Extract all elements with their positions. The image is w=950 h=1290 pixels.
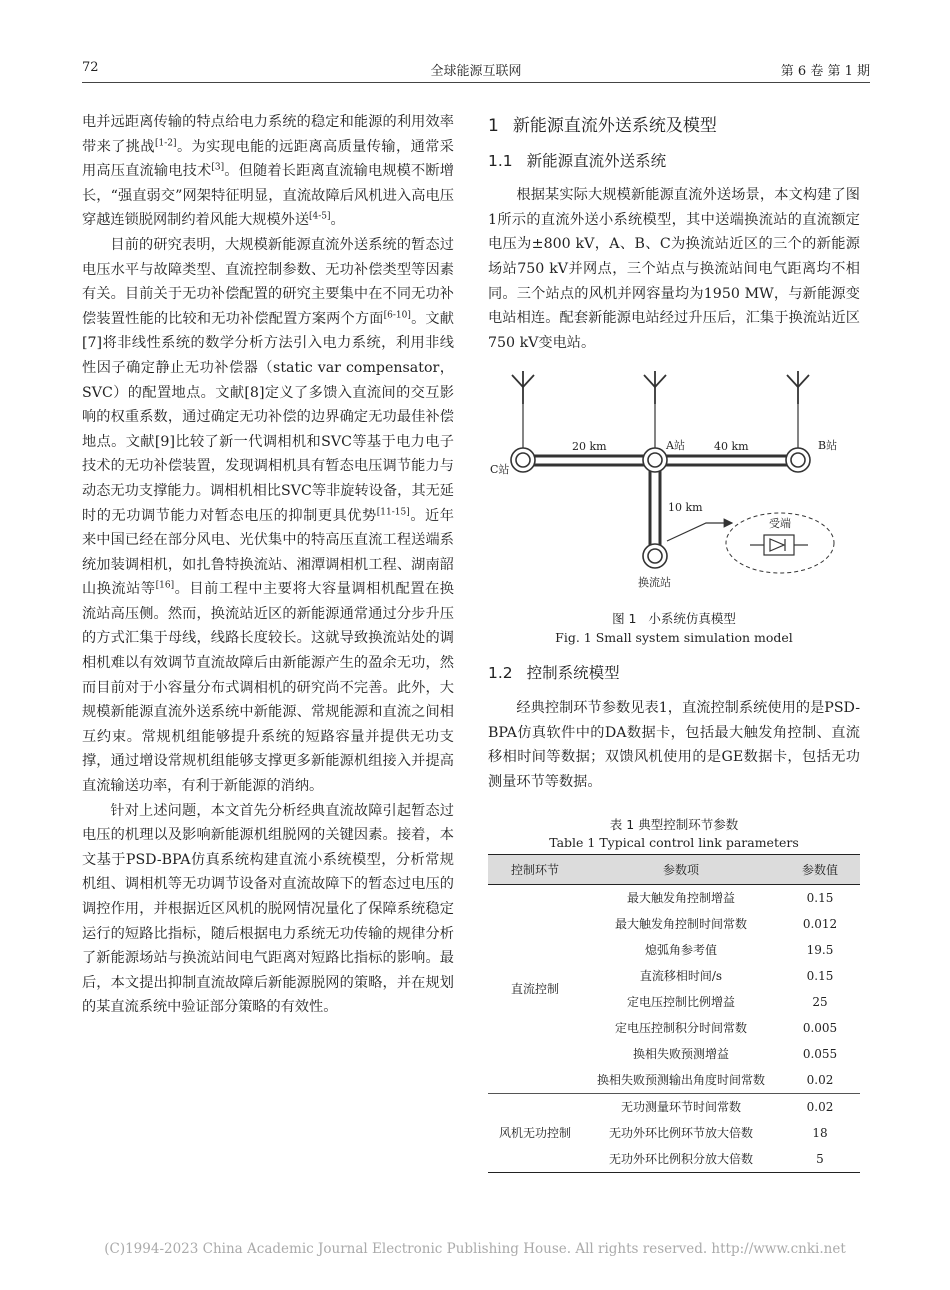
section-1-1-heading: 1.1 新能源直流外送系统 bbox=[488, 151, 667, 170]
table-row: 换相失败预测增益 0.055 bbox=[632, 1047, 838, 1062]
table-row: 无功外环比例环节放大倍数 18 bbox=[608, 1126, 828, 1141]
table-row: 直流控制 最大触发角控制增益 0.15 bbox=[488, 885, 860, 912]
right-column bbox=[488, 110, 860, 1173]
section-1-2-heading: 1.2 控制系统模型 bbox=[488, 664, 620, 683]
table-header-param: 参数项 bbox=[582, 855, 780, 885]
table-row: 熄弧角参考值 19.5 bbox=[644, 943, 834, 958]
table-group-dc-control: 直流控制 bbox=[510, 982, 559, 997]
table-1 bbox=[488, 854, 860, 1173]
section-1-2-paragraph: 经典控制环节参数见表1，直流控制系统使用的是PSD-BPA仿真软件中的DA数据卡，包括最大触发角控制、直流移相时间等数据；双馈风机使用的是GE数据卡，包括无功测量环节等数据。 bbox=[488, 699, 860, 790]
table-row: 定电压控制积分时间常数 0.005 bbox=[614, 1021, 838, 1036]
wind-turbine-icon bbox=[512, 371, 534, 404]
section-1-heading: 1 新能源直流外送系统及模型 bbox=[488, 116, 717, 136]
system-diagram bbox=[488, 369, 860, 609]
wind-turbine-icon bbox=[787, 371, 809, 404]
left-column bbox=[82, 110, 454, 1020]
figure-1-caption-cn: 图 1 小系统仿真模型 bbox=[612, 611, 736, 627]
converter-box bbox=[764, 535, 794, 555]
label-a-station: A站 bbox=[666, 439, 685, 453]
table-1-caption-cn: 表 1 典型控制环节参数 bbox=[609, 817, 739, 833]
table-row: 换相失败预测输出角度时间常数 0.02 bbox=[596, 1073, 834, 1088]
table-row: 直流移相时间/s 0.15 bbox=[639, 969, 834, 984]
label-distance-ca: 20 km bbox=[572, 440, 607, 454]
volume-issue: 第 6 卷 第 1 期 bbox=[780, 64, 870, 79]
journal-title: 全球能源互联网 bbox=[430, 64, 522, 79]
section-1-1-paragraph: 根据某实际大规模新能源直流外送场景，本文构建了图1所示的直流外送小系统模型，其中送端换流站的直流额定电压为±800 kV，A、B、C为换流站近区的三个的新能源场站750 kV并网点，三个站点与换流站间电气距离均不相同。三个站点的风机并网容量均为1950 MW，与新能源变电站相连。配套新能源电站经过升压后，汇集于换流站近区750 kV变电站。 bbox=[488, 187, 860, 351]
table-header-value: 参数值 bbox=[780, 855, 860, 885]
table-1-caption-en: Table 1 Typical control link parameters bbox=[549, 835, 799, 851]
paragraph-3: 针对上述问题，本文首先分析经典直流故障引起暂态过电压的机理以及影响新能源机组脱网的关键因素。接着，本文基于PSD-BPA仿真系统构建直流小系统模型，分析常规机组、调相机等无功调节设备对直流故障下的暂态过电压的调控作用，并根据近区风机的脱网情况量化了保障系统稳定运行的短路比指标，随后根据电力系统无功传输的规律分析了新能源场站与换流站间电气距离对短路比指标的影响。最后，本文提出抑制直流故障后新能源脱网的策略，并在规划的某直流系统中验证部分策略的有效性。 bbox=[82, 802, 454, 1016]
station-a-icon bbox=[643, 448, 667, 472]
table-header-control: 控制环节 bbox=[488, 855, 582, 885]
table-row: 定电压控制比例增益 25 bbox=[626, 995, 828, 1010]
label-b-station: B站 bbox=[818, 439, 838, 453]
label-receiving-end: 受端 bbox=[769, 517, 791, 531]
figure-1 bbox=[488, 369, 860, 609]
table-row: 风机无功控制 无功测量环节时间常数 0.02 bbox=[488, 1094, 860, 1121]
paragraph-1: 电并远距离传输的特点给电力系统的稳定和能源的利用效率带来了挑战[1-2]。为实现电能的远距离高质量传输，通常采用高压直流输电技术[3]。但随着长距离直流输电规模不断增长，“强直弱交”网架特征明显，直流故障后风机进入高电压穿越连锁脱网制约着风能大规模外送[4-5]。 bbox=[82, 114, 454, 229]
paragraph-2: 目前的研究表明，大规模新能源直流外送系统的暂态过电压水平与故障类型、直流控制参数、无功补偿类型等因素有关。目前关于无功补偿配置的研究主要集中在不同无功补偿装置性能的比较和无功补偿配置方案两个方面[6-10]。文献[7]将非线性系统的数学分析方法引入电力系统，利用非线性因子确定静止无功补偿器（static var compensator，SVC）的配置地点。文献[8]定义了多馈入直流间的交互影响的权重系数，通过确定无功补偿的边界确定无功最佳补偿地点。文献[9]比较了新一代调相机和SVC等基于电力电子技术的无功补偿装置，发现调相机具有暂态电压调节能力与动态无功支撑能力。调相机相比SVC等非旋转设备，其无延时的无功调节能力对暂态电压的抑制更具优势[11-15]。近年来中国已经在部分风电、光伏集中的特高压直流工程送端系统加装调相机，如扎鲁特换流站、湘潭调相机工程、湖南韶山换流站等[16]。目前工程中主要将大容量调相机配置在换流站高压侧。然而，换流站近区的新能源通常通过分步升压的方式汇集于母线，线路长度较长。这就导致换流站处的调相机难以有效调节直流故障后由新能源产生的盈余无功，然而目前对于小容量分布式调相机的研究尚不完善。此外，大规模新能源直流外送系统中新能源、常规能源和直流之间相互约束。常规机组能够提升系统的短路容量并提供无功支撑，通过增设常规机组能够支撑更多新能源机组接入并提高直流输送功率，有利于新能源的消纳。 bbox=[82, 236, 454, 795]
station-b-icon bbox=[786, 448, 810, 472]
station-c-icon bbox=[511, 448, 535, 472]
label-c-station: C站 bbox=[490, 463, 510, 477]
copyright-footer: (C)1994-2023 China Academic Journal Electronic Publishing House. All rights reserved. http://www.cnki.net bbox=[104, 1241, 846, 1257]
page-number: 72 bbox=[82, 60, 99, 75]
table-row: 最大触发角控制时间常数 0.012 bbox=[614, 917, 838, 932]
page-header bbox=[82, 58, 870, 83]
converter-station-icon bbox=[643, 544, 667, 568]
label-distance-a-converter: 10 km bbox=[668, 501, 703, 515]
table-row: 无功外环比例积分放大倍数 5 bbox=[488, 1146, 860, 1173]
wind-turbine-icon bbox=[644, 371, 666, 404]
figure-1-caption-en: Fig. 1 Small system simulation model bbox=[555, 630, 793, 646]
label-converter-station: 换流站 bbox=[638, 576, 671, 590]
label-distance-ab: 40 km bbox=[714, 440, 749, 454]
table-group-wind-reactive-control: 风机无功控制 bbox=[488, 1094, 582, 1173]
